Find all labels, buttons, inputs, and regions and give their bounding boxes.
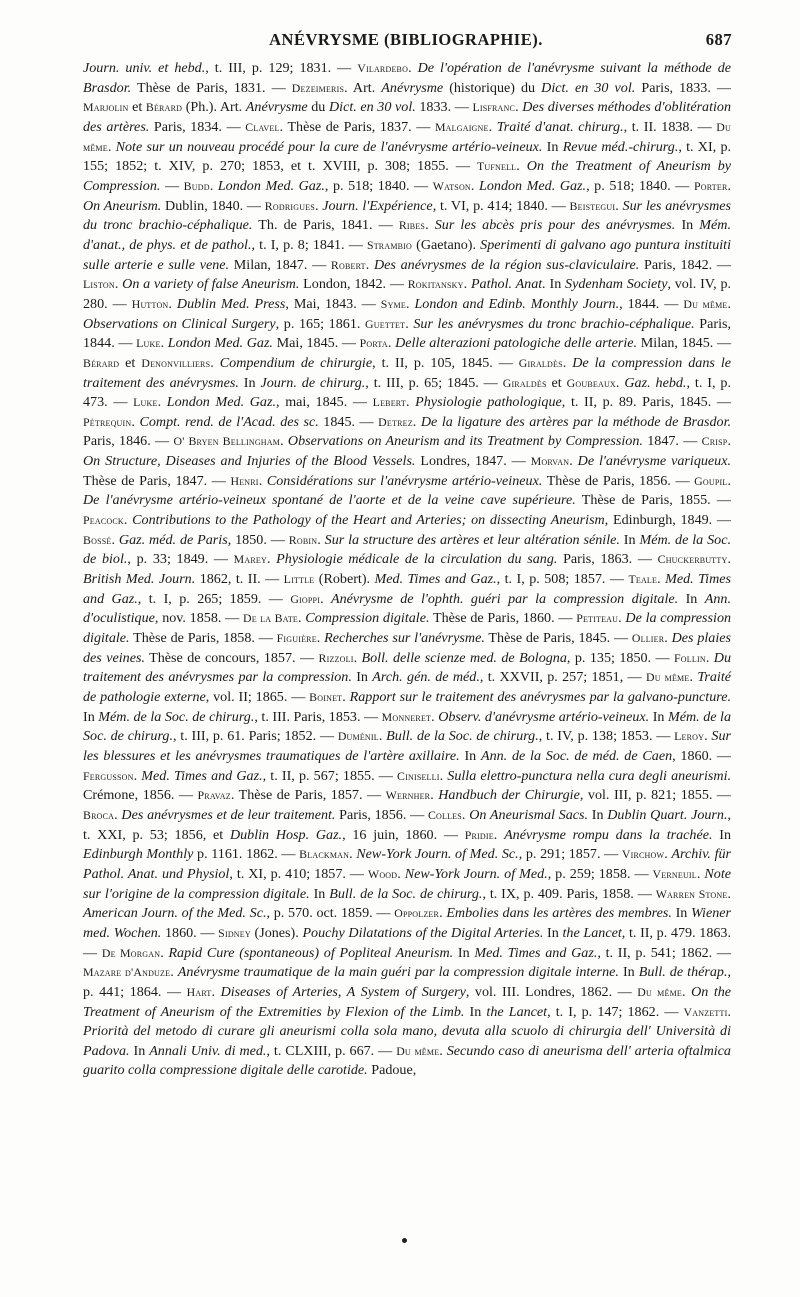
printer-mark <box>402 1238 407 1243</box>
page-number: 687 <box>705 30 732 49</box>
bibliography-text <box>83 59 731 1081</box>
running-title: ANÉVRYSME (BIBLIOGRAPHIE). <box>269 30 543 49</box>
bibliography-paragraph: Journ. univ. et hebd., t. III, p. 129; 1831. — Vilardebo. De l'opération de l'anévrysme suivant la méthode de Brasdor. Thèse de Paris, 1831. — Dezeimeris. Art. Anévrysme (historique) du Dict. en 30 vol. Paris, 1833. — Marjolin et Bérard (Ph.). Art. Anévrysme du Dict. en 30 vol. 1833. — Lisfranc. Des diverses méthodes d'oblitération des artères. Paris, 1834. — Clavel. Thèse de Paris, 1837. — Malgaigne. Traité d'anat. chirurg., t. II. 1838. — Du même. Note sur un nouveau procédé pour la cure de l'anévrysme artério-veineux. In Revue méd.-chirurg., t. XI, p. 155; 1852; t. XIV, p. 270; 1853, et t. XVIII, p. 308; 1855. — Tufnell. On the Treatment of Aneurism by Compression. — Budd. London Med. Gaz., p. 518; 1840. — Watson. London Med. Gaz., p. 518; 1840. — Porter. On Aneurism. Dublin, 1840. — Rodrigues. Journ. l'Expérience, t. VI, p. 414; 1840. — Beistegui. Sur les anévrysmes du tronc brachio-céphalique. Th. de Paris, 1841. — Ribes. Sur les abcès pris pour des anévrysmes. In Mém. d'anat., de phys. et de pathol., t. I, p. 8; 1841. — Strambio (Gaetano). Sperimenti di galvano ago puntura instituiti sulle arterie e sulle vene. Milan, 1847. — Robert. Des anévrysmes de la région sus-claviculaire. Paris, 1842. — Liston. On a variety of false Aneurism. London, 1842. — Rokitansky. Pathol. Anat. In Sydenham Society, vol. IV, p. 280. — Hutton. Dublin Med. Press, Mai, 1843. — Syme. London and Edinb. Monthly Journ., 1844. — Du même. Observations on Clinical Surgery, p. 165; 1861. Guettet. Sur les anévrysmes du tronc brachio-céphalique. Paris, 1844. — Luke. London Med. Gaz. Mai, 1845. — Porta. Delle alterazioni patologiche delle arterie. Milan, 1845. — Bérard et Denonvilliers. Compendium de chirurgie, t. II, p. 105, 1845. — Giraldès. De la compression dans le traitement des anévrysmes. In Journ. de chirurg., t. III, p. 65; 1845. — Giraldès et Goubeaux. Gaz. hebd., t. I, p. 473. — Luke. London Med. Gaz., mai, 1845. — Lebert. Physiologie pathologique, t. II, p. 89. Paris, 1845. — Pétrequin. Compt. rend. de l'Acad. des sc. 1845. — Detrez. De la ligature des artères par la méthode de Brasdor. Paris, 1846. — O' Bryen Bellingham. Observations on Aneurism and its Treatment by Compression. 1847. — Crisp. On Structure, Diseases and Injuries of the Blood Vessels. Londres, 1847. — Morvan. De l'anévrysme variqueux. Thèse de Paris, 1847. — Henri. Considérations sur l'anévrysme artério-veineux. Thèse de Paris, 1856. — Goupil. De l'anévrysme artério-veineux spontané de l'aorte et de la veine cave supérieure. Thèse de Paris, 1855. — Peacock. Contributions to the Pathology of the Heart and Arteries; on dissecting Aneurism, Edinburgh, 1849. — Bossé. Gaz. méd. de Paris, 1850. — Robin. Sur la structure des artères et leur altération sénile. In Mém. de la Soc. de biol., p. 33; 1849. — Marey. Physiologie médicale de la circulation du sang. Paris, 1863. — Chuckerbutty. British Med. Journ. 1862, t. II. — Little (Robert). Med. Times and Gaz., t. I, p. 508; 1857. — Teale. Med. Times and Gaz., t. I, p. 265; 1859. — Gioppi. Anévrysme de l'ophth. guéri par la compression digitale. In Ann. d'oculistique, nov. 1858. — De la Bate. Compression digitale. Thèse de Paris, 1860. — Petiteau. De la compression digitale. Thèse de Paris, 1858. — Figuière. Recherches sur l'anévrysme. Thèse de Paris, 1845. — Ollier. Des plaies des veines. Thèse de concours, 1857. — Rizzoli. Boll. delle scienze med. de Bologna, p. 135; 1850. — Follin. Du traitement des anévrysmes par la compression. In Arch. gén. de méd., t. XXVII, p. 257; 1851, — Du même. Traité de pathologie externe, vol. II; 1865. — Boinet. Rapport sur le traitement des anévrysmes par la galvano-puncture. In Mém. de la Soc. de chirurg., t. III. Paris, 1853. — Monneret. Observ. d'anévrysme artério-veineux. In Mém. de la Soc. de chirurg., t. III, p. 61. Paris; 1852. — Duménil. Bull. de la Soc. de chirurg., t. IV, p. 138; 1853. — Leroy. Sur les blessures et les anévrysmes traumatiques de l'artère axillaire. In Ann. de la Soc. de méd. de Caen, 1860. — Fergusson. Med. Times and Gaz., t. II, p. 567; 1855. — Ciniselli. Sulla elettro-punctura nella cura degli aneurismi. Crémone, 1856. — Pravaz. Thèse de Paris, 1857. — Wernher. Handbuch der Chirurgie, vol. III, p. 821; 1855. — Broca. Des anévrysmes et de leur traitement. Paris, 1856. — Colles. On Aneurismal Sacs. In Dublin Quart. Journ., t. XXI, p. 53; 1856, et Dublin Hosp. Gaz., 16 juin, 1860. — Pridie. Anévrysme rompu dans la trachée. In Edinburgh Monthly p. 1161. 1862. — Blackman. New-York Journ. of Med. Sc., p. 291; 1857. — Virchow. Archiv. für Pathol. Anat. und Physiol, t. XI, p. 410; 1857. — Wood. New-York Journ. of Med., p. 259; 1858. — Verneuil. Note sur l'origine de la compression digitale. In Bull. de la Soc. de chirurg., t. IX, p. 409. Paris, 1858. — Warren Stone. American Journ. of the Med. Sc., p. 570. oct. 1859. — Oppolzer. Embolies dans les artères des membres. In Wiener med. Wochen. 1860. — Sidney (Jones). Pouchy Dilatations of the Digital Arteries. In the Lancet, t. II, p. 479. 1863. — De Morgan. Rapid Cure (spontaneous) of Popliteal Aneurism. In Med. Times and Gaz., t. II, p. 541; 1862. — Mazare d'Anduze. Anévrysme traumatique de la main guéri par la compression digitale interne. In Bull. de thérap., p. 441; 1864. — Hart. Diseases of Arteries, A System of Surgery, vol. III. Londres, 1862. — Du même. On the Treatment of Aneurism of the Extremities by Flexion of the Limb. In the Lancet, t. I, p. 147; 1862. — Vanzetti. Priorità del metodo di curare gli aneurismi colla sola mano, devuta alla scuolo di chirurgia dell' Università di Padova. In Annali Univ. di med., t. CLXIII, p. 667. — Du même. Secundo caso di aneurisma dell' arteria oftalmica guarito colla compressione digitale delle carotide. Padoue, <box>83 60 732 1079</box>
running-head <box>80 30 732 52</box>
